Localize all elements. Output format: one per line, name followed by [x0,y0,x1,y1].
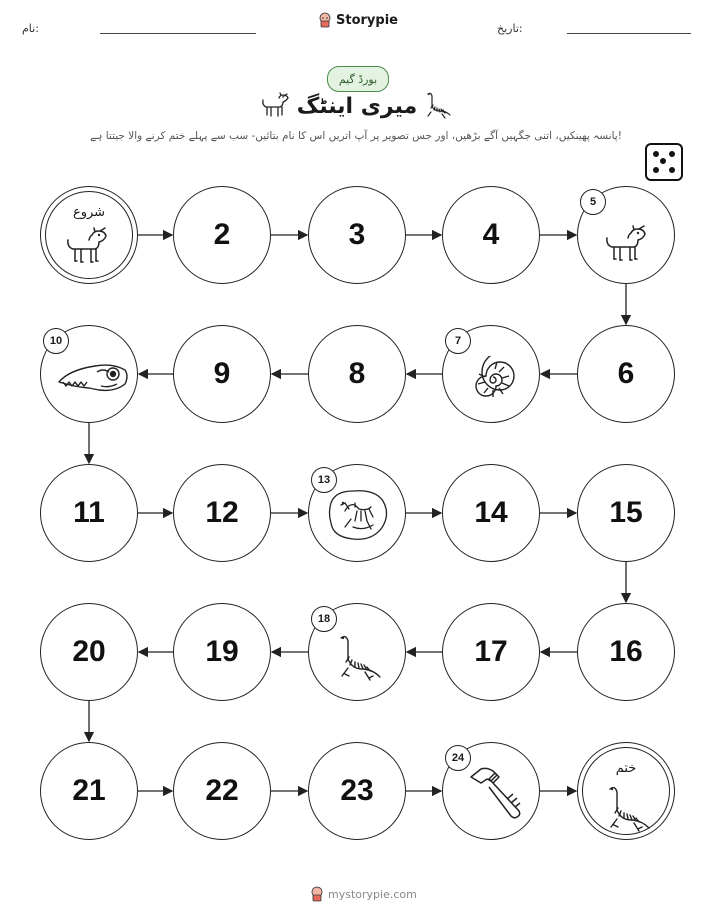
board-space[interactable] [442,603,540,701]
space-number-badge: 18 [311,606,337,632]
dog-icon [602,225,654,273]
board-space[interactable] [173,742,271,840]
finish-space[interactable] [577,742,675,840]
space-number: 2 [213,218,231,251]
space-number: 9 [213,357,231,390]
footer [310,886,417,902]
space-number: 12 [205,496,239,529]
hammer-icon [467,763,527,827]
board-space[interactable] [40,464,138,562]
space-number-badge: 7 [445,328,471,354]
space-number-badge: 13 [311,467,337,493]
space-number: 17 [474,635,508,668]
board-space[interactable] [577,603,675,701]
board-space[interactable] [442,186,540,284]
space-number: 14 [474,496,508,529]
brand-name: Storypie [336,12,398,28]
board-space[interactable] [173,325,271,423]
page-title: میری اینٹگ [296,94,418,119]
space-number: 19 [205,635,239,668]
fossil-stone-icon [323,485,395,549]
start-label: شروع [72,205,106,220]
space-number: 11 [73,496,105,529]
space-number-badge: 5 [580,189,606,215]
ammonite-fossil-icon [467,356,519,408]
board-game-badge: بورڈ گیم [327,66,389,92]
space-number: 23 [340,774,374,807]
storypie-mascot-icon [310,886,324,902]
space-number: 15 [609,496,643,529]
board-space[interactable] [442,742,540,840]
board-space[interactable] [308,325,406,423]
board-space[interactable] [577,325,675,423]
board-space[interactable] [173,603,271,701]
board-space[interactable] [40,325,138,423]
space-number: 6 [617,357,635,390]
date-label: تاریخ: [497,22,523,35]
plesiosaur-skeleton-icon [331,630,387,690]
footer-url[interactable]: mystorypie.com [328,887,417,901]
board-space[interactable] [308,603,406,701]
finish-label: ختم [615,761,637,776]
board-space[interactable] [577,464,675,562]
board-space[interactable] [308,742,406,840]
space-number: 22 [205,774,239,807]
space-number: 16 [609,635,643,668]
board-space[interactable] [442,325,540,423]
start-space[interactable] [40,186,138,284]
board-space[interactable] [442,464,540,562]
space-number: 4 [482,218,500,251]
board-space[interactable] [40,742,138,840]
board-space[interactable] [173,464,271,562]
space-number-badge: 10 [43,328,69,354]
name-label: نام: [22,22,39,35]
instructions: پانسہ پھینکیں، اتنی جگہیں آگے بڑھیں، اور جس تصویر پر آپ اتریں اس کا نام بتائیں- سب سے پہلے ختم کرنے والا جیتتا ہے! [90,130,622,142]
plesiosaur-skeleton-icon [600,781,656,841]
board-space[interactable] [40,603,138,701]
space-number: 21 [72,774,106,807]
space-number: 8 [348,357,366,390]
dog-icon [63,227,115,275]
space-number: 20 [72,635,106,668]
board-space[interactable] [173,186,271,284]
dinosaur-skull-icon [55,356,131,404]
board-space[interactable] [577,186,675,284]
space-number-badge: 24 [445,745,471,771]
board-space[interactable] [308,464,406,562]
board-space[interactable] [308,186,406,284]
space-number: 3 [348,218,366,251]
